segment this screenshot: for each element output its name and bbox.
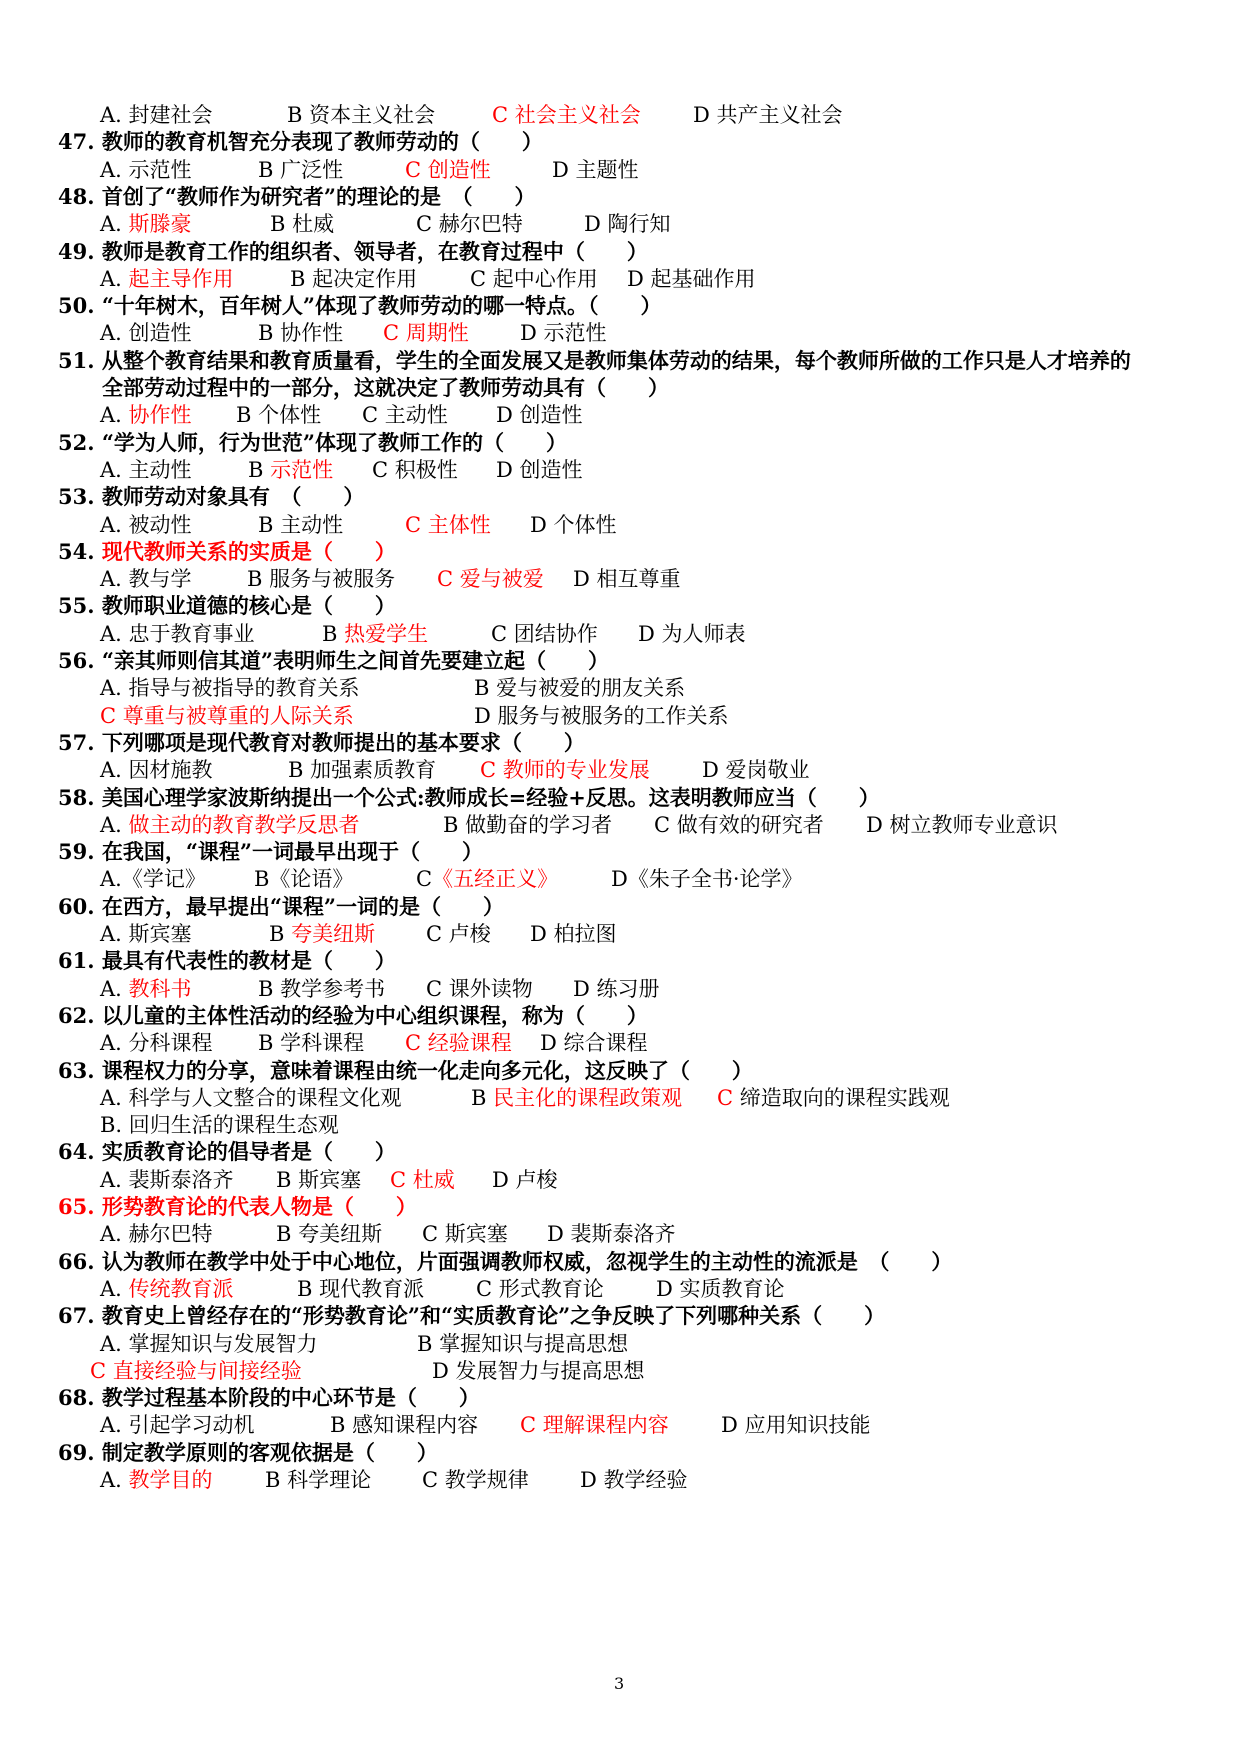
option-text: A. 分科课程 xyxy=(100,1031,213,1055)
option-text: D 服务与被服务的工作关系 xyxy=(474,704,729,728)
question-text: 52. “学为人师，行为世范”体现了教师工作的（ ） xyxy=(58,430,568,455)
option-text: C 起中心作用 xyxy=(470,267,598,291)
option-text: D 创造性 xyxy=(496,458,583,482)
option-text: A. 主动性 xyxy=(100,458,192,482)
question-text: 62. 以儿童的主体性活动的经验为中心组织课程，称为（ ） xyxy=(58,1003,648,1028)
option-text: C 创造性 xyxy=(405,158,491,182)
option-text: D 主题性 xyxy=(552,158,639,182)
question-text: 68. 教学过程基本阶段的中心环节是（ ） xyxy=(58,1385,480,1410)
option-text: B 夸美纽斯 xyxy=(269,922,376,946)
option-text: A. 引起学习动机 xyxy=(100,1413,255,1437)
option-text: A. 指导与被指导的教育关系 xyxy=(100,676,360,700)
question-text: 55. 教师职业道德的核心是（ ） xyxy=(58,593,396,618)
question-text: 67. 教育史上曾经存在的“形势教育论”和“实质教育论”之争反映了下列哪种关系（ ） xyxy=(58,1303,886,1328)
question-text: 60. 在西方，最早提出“课程”一词的是（ ） xyxy=(58,894,505,919)
option-text: A. 科学与人文整合的课程文化观 xyxy=(100,1086,402,1110)
option-text: D 陶行知 xyxy=(584,212,671,236)
option-text: C 课外读物 xyxy=(426,977,533,1001)
question-text: 58. 美国心理学家波斯纳提出一个公式:教师成长=经验+反思。这表明教师应当（ ） xyxy=(58,785,880,810)
option-text: C 杜威 xyxy=(390,1168,455,1192)
option-text: B 爱与被爱的朋友关系 xyxy=(474,676,686,700)
page-number: 3 xyxy=(614,1674,625,1693)
option-text: B 服务与被服务 xyxy=(247,567,396,591)
option-text: C 斯宾塞 xyxy=(422,1222,508,1246)
option-text: A. 封建社会 xyxy=(100,103,213,127)
question-text: 49. 教师是教育工作的组织者、领导者，在教育过程中（ ） xyxy=(58,239,648,264)
option-text: C 经验课程 xyxy=(405,1031,512,1055)
question-text: 63. 课程权力的分享，意味着课程由统一化走向多元化，这反映了（ ） xyxy=(58,1058,753,1083)
question-text: 47. 教师的教育机智充分表现了教师劳动的（ ） xyxy=(58,129,543,154)
option-text: D 起基础作用 xyxy=(627,267,756,291)
question-text: 57. 下列哪项是现代教育对教师提出的基本要求（ ） xyxy=(58,730,585,755)
option-text: A. 教学目的 xyxy=(100,1468,213,1492)
option-text: B 斯宾塞 xyxy=(276,1168,362,1192)
option-text: B. 回归生活的课程生态观 xyxy=(100,1113,339,1137)
option-text: A. 教科书 xyxy=(100,977,192,1001)
option-text: A. 示范性 xyxy=(100,158,192,182)
question-text: 65. 形势教育论的代表人物是（ ） xyxy=(58,1194,417,1219)
option-text: B 资本主义社会 xyxy=(287,103,436,127)
option-text: B 现代教育派 xyxy=(297,1277,425,1301)
option-text: D 共产主义社会 xyxy=(693,103,843,127)
option-text: D 发展智力与提高思想 xyxy=(432,1359,645,1383)
option-text: A. 忠于教育事业 xyxy=(100,622,255,646)
option-text: B 起决定作用 xyxy=(290,267,418,291)
option-text: D 爱岗敬业 xyxy=(702,758,810,782)
question-text: 48. 首创了“教师作为研究者”的理论的是 （ ） xyxy=(58,184,536,209)
option-text: D 示范性 xyxy=(520,321,607,345)
option-text: B 广泛性 xyxy=(258,158,344,182)
option-text: D 综合课程 xyxy=(540,1031,648,1055)
option-text: C 教学规律 xyxy=(422,1468,529,1492)
option-text: A. 斯宾塞 xyxy=(100,922,192,946)
option-text: C 教师的专业发展 xyxy=(480,758,650,782)
option-text: D 创造性 xyxy=(496,403,583,427)
option-text: B《论语》 xyxy=(254,867,354,891)
option-text: C 周期性 xyxy=(383,321,469,345)
option-text: B 主动性 xyxy=(258,513,344,537)
option-text: D 实质教育论 xyxy=(656,1277,785,1301)
option-text: C 卢梭 xyxy=(426,922,491,946)
option-text: D 相互尊重 xyxy=(573,567,681,591)
option-text: B 杜威 xyxy=(270,212,335,236)
option-text: C 缔造取向的课程实践观 xyxy=(717,1086,950,1110)
option-text: D 为人师表 xyxy=(638,622,746,646)
option-text: B 夸美纽斯 xyxy=(276,1222,383,1246)
question-text: 64. 实质教育论的倡导者是（ ） xyxy=(58,1139,396,1164)
option-text: B 民主化的课程政策观 xyxy=(471,1086,683,1110)
question-text: 66. 认为教师在教学中处于中心地位，片面强调教师权威，忽视学生的主动性的流派是 （ ） xyxy=(58,1249,953,1274)
option-text: A. 起主导作用 xyxy=(100,267,234,291)
option-text: A.《学记》 xyxy=(100,867,206,891)
option-text: D 树立教师专业意识 xyxy=(866,813,1058,837)
option-text: B 掌握知识与提高思想 xyxy=(417,1332,629,1356)
option-text: C《五经正义》 xyxy=(416,867,559,891)
option-text: D 卢梭 xyxy=(492,1168,558,1192)
option-text: C 爱与被爱 xyxy=(437,567,544,591)
option-text: B 科学理论 xyxy=(265,1468,372,1492)
option-text: B 热爱学生 xyxy=(322,622,429,646)
option-text: A. 斯滕豪 xyxy=(100,212,192,236)
option-text: A. 赫尔巴特 xyxy=(100,1222,213,1246)
option-text: C 团结协作 xyxy=(491,622,598,646)
option-text: C 理解课程内容 xyxy=(520,1413,669,1437)
option-text: B 做勤奋的学习者 xyxy=(443,813,613,837)
option-text: D 裴斯泰洛齐 xyxy=(547,1222,676,1246)
question-text: 全部劳动过程中的一部分，这就决定了教师劳动具有（ ） xyxy=(102,375,669,400)
option-text: A. 掌握知识与发展智力 xyxy=(100,1332,318,1356)
option-text: D 教学经验 xyxy=(580,1468,688,1492)
option-text: C 直接经验与间接经验 xyxy=(90,1359,302,1383)
option-text: A. 裴斯泰洛齐 xyxy=(100,1168,234,1192)
question-text: 56. “亲其师则信其道”表明师生之间首先要建立起（ ） xyxy=(58,648,610,673)
option-text: B 加强素质教育 xyxy=(288,758,437,782)
option-text: A. 教与学 xyxy=(100,567,192,591)
question-text: 61. 最具有代表性的教材是（ ） xyxy=(58,948,396,973)
option-text: B 协作性 xyxy=(258,321,344,345)
option-text: C 社会主义社会 xyxy=(492,103,641,127)
option-text: A. 传统教育派 xyxy=(100,1277,234,1301)
option-text: A. 做主动的教育教学反思者 xyxy=(100,813,360,837)
option-text: B 感知课程内容 xyxy=(330,1413,479,1437)
option-text: D 个体性 xyxy=(530,513,617,537)
option-text: D 练习册 xyxy=(573,977,660,1001)
option-text: A. 协作性 xyxy=(100,403,192,427)
option-text: C 尊重与被尊重的人际关系 xyxy=(100,704,354,728)
option-text: C 赫尔巴特 xyxy=(416,212,523,236)
question-text: 51. 从整个教育结果和教育质量看，学生的全面发展又是教师集体劳动的结果，每个教师所做的工作只是人才培养的 xyxy=(58,348,1131,373)
option-text: A. 创造性 xyxy=(100,321,192,345)
question-text: 50. “十年树木，百年树人”体现了教师劳动的哪一特点。（ ） xyxy=(58,293,662,318)
option-text: B 教学参考书 xyxy=(258,977,386,1001)
option-text: B 个体性 xyxy=(236,403,322,427)
option-text: D《朱子全书·论学》 xyxy=(611,867,803,891)
option-text: B 示范性 xyxy=(248,458,334,482)
question-text: 54. 现代教师关系的实质是（ ） xyxy=(58,539,396,564)
question-text: 53. 教师劳动对象具有 （ ） xyxy=(58,484,365,509)
question-text: 69. 制定教学原则的客观依据是（ ） xyxy=(58,1440,438,1465)
option-text: B 学科课程 xyxy=(258,1031,365,1055)
option-text: A. 因材施教 xyxy=(100,758,213,782)
option-text: C 做有效的研究者 xyxy=(654,813,824,837)
option-text: C 积极性 xyxy=(372,458,458,482)
option-text: C 形式教育论 xyxy=(476,1277,604,1301)
option-text: C 主体性 xyxy=(405,513,491,537)
option-text: A. 被动性 xyxy=(100,513,192,537)
option-text: D 柏拉图 xyxy=(530,922,617,946)
option-text: D 应用知识技能 xyxy=(721,1413,871,1437)
option-text: C 主动性 xyxy=(362,403,448,427)
question-text: 59. 在我国，“课程”一词最早出现于（ ） xyxy=(58,839,484,864)
